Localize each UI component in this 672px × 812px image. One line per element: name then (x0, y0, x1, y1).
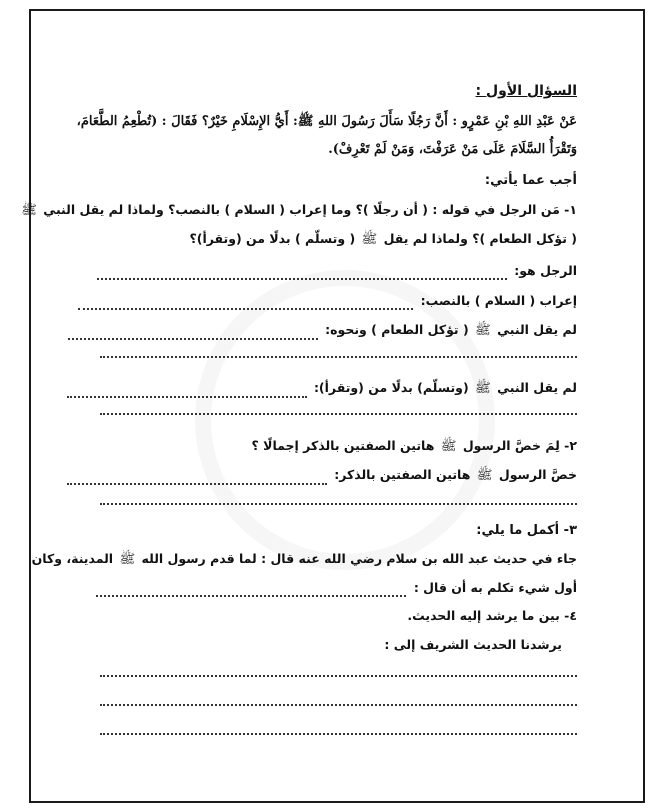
q2-answer-b: هاتين الصفتين بالذكر: (334, 467, 471, 482)
answer-dotted-line[interactable] (100, 733, 577, 735)
answer-dotted-line[interactable] (100, 356, 577, 358)
q3-line-1b: المدينة، وكان (31, 551, 114, 566)
q1-answer-3-label-b: ( تؤكل الطعام ) ونحوه: (325, 322, 469, 337)
salallahu-alayhi-wasallam-icon: ﷺ (361, 231, 378, 247)
answer-dotted-line[interactable] (78, 297, 413, 310)
q1-answer-4-label-a: لم يقل النبي (497, 380, 577, 395)
q1-answer-3-label-a: لم يقل النبي (497, 322, 577, 337)
q3-line-2-label: أول شيء تكلم به أن قال : (413, 580, 577, 595)
q1-text-2: ( تؤكل الطعام )؟ ولماذا لم يقل (383, 231, 577, 246)
answer-dotted-line[interactable] (100, 675, 577, 677)
q1-answer-2-label: إعراب ( السلام ) بالنصب: (420, 293, 577, 308)
q2-answer (67, 466, 577, 485)
hadith-line-1: عَنْ عَبْدِ اللهِ بْنِ عَمْرٍو : أَنَّ رَجُلًا سَأَلَ رَسُولَ اللهِ ﷺ: أَيُّ الإِسْلَامِ خَيْرٌ؟ فَقَالَ : (تُطْعِمُ الطَّعَامَ، (76, 114, 577, 129)
q4-answer-label: يرشدنا الحديث الشريف إلى : (384, 637, 562, 652)
q2-question-a: ٢- لِمَ خصَّ الرسول (462, 438, 577, 453)
hadith-line-2: وَتَقْرَأُ السَّلَامَ عَلَى مَنْ عَرَفْتَ، وَمَنْ لَمْ تَعْرِفْ). (328, 142, 577, 157)
q3-line-1 (32, 550, 577, 569)
q4-question: ٤- بين ما يرشد إليه الحديث. (407, 608, 577, 623)
watermark-seal (195, 270, 495, 570)
instruction: أجب عما يأتي: (484, 173, 577, 188)
answer-dotted-line[interactable] (100, 503, 577, 505)
q3-line-2 (96, 579, 577, 597)
q2-question-b: هاتين الصفتين بالذكر إجمالًا ؟ (251, 438, 435, 453)
q1-answer-4-label-b: (وتسلّم) بدلًا من (وتقرأ): (313, 380, 469, 395)
answer-dotted-line[interactable] (68, 327, 318, 340)
question-title: السؤال الأول : (475, 83, 577, 99)
salallahu-alayhi-wasallam-icon: ﷺ (440, 438, 457, 454)
q2-answer-a: خصَّ الرسول (498, 467, 577, 482)
q2-question (252, 437, 577, 456)
answer-dotted-line[interactable] (100, 704, 577, 706)
q1-text-1: ١- مَن الرجل في قوله : ( أن رجلًا )؟ وما إعراب ( السلام ) بالنصب؟ ولماذا لم يقل النبي (43, 202, 577, 217)
q1-answer-4 (67, 379, 577, 398)
q1-text-2b: ( وتسلّم ) بدلًا من (وتقرأ)؟ (189, 231, 356, 246)
q3-question: ٣- أكمل ما يلي: (476, 523, 577, 538)
q1-question-line-1 (19, 201, 577, 220)
answer-dotted-line[interactable] (100, 413, 577, 415)
q1-answer-2 (78, 292, 577, 310)
q3-line-1a: جاء في حديث عبد الله بن سلام رضي الله عنه قال : لما قدم رسول الله (141, 551, 577, 566)
salallahu-alayhi-wasallam-icon: ﷺ (119, 551, 136, 567)
salallahu-alayhi-wasallam-icon: ﷺ (475, 380, 491, 396)
answer-dotted-line[interactable] (67, 385, 307, 398)
answer-dotted-line[interactable] (96, 584, 406, 597)
salallahu-alayhi-wasallam-icon: ﷺ (21, 202, 37, 218)
salallahu-alayhi-wasallam-icon: ﷺ (476, 467, 493, 483)
q1-answer-3 (68, 321, 577, 340)
q1-answer-1-label: الرجل هو: (514, 263, 577, 278)
q1-answer-1 (97, 262, 577, 280)
salallahu-alayhi-wasallam-icon: ﷺ (475, 322, 491, 338)
q1-question-line-2 (189, 230, 577, 249)
answer-dotted-line[interactable] (67, 472, 327, 485)
answer-dotted-line[interactable] (97, 267, 507, 280)
